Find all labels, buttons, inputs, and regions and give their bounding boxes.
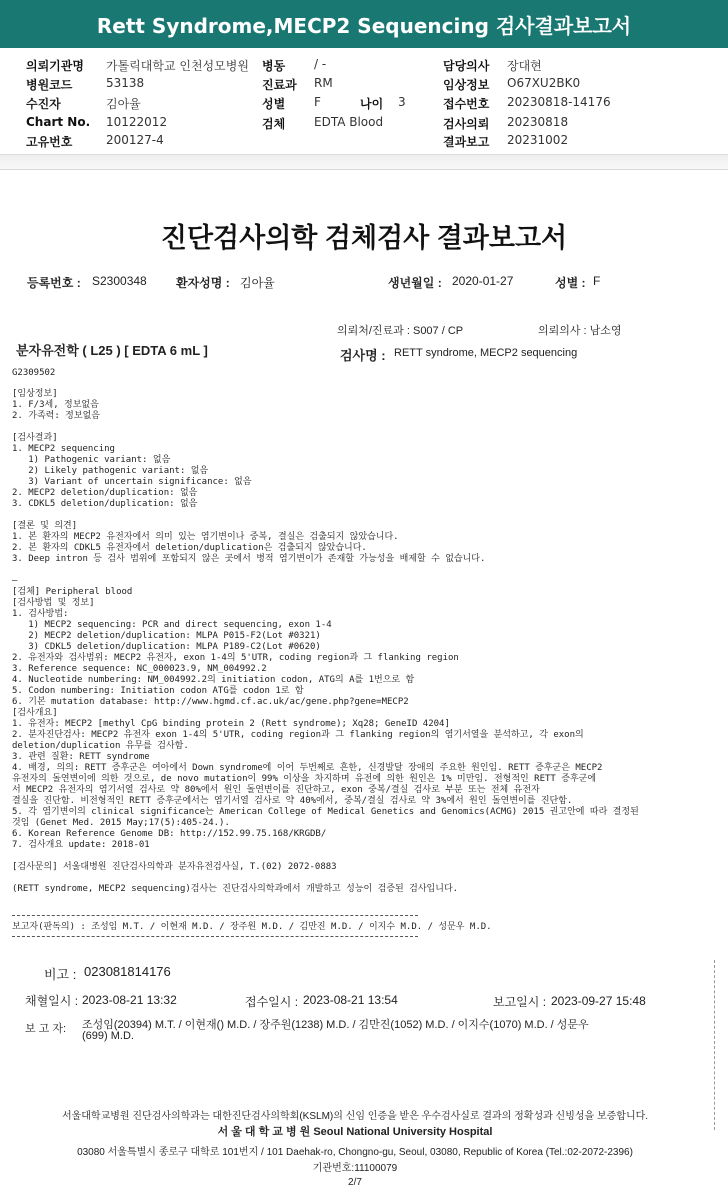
sex-label: 성별 : [555,276,586,290]
report-body-line: — [12,576,18,586]
report-body-line [12,510,712,521]
reg-no-label: 등록번호 : [27,276,81,290]
info-value-patient: 김아율 [106,97,141,111]
report-body-line: 1) Pathogenic variant: 없음 [12,455,171,465]
report-body-line: 3) CDKL5 deletion/duplication: MLPA P189-C2(Lot #0620) [12,642,321,652]
report-body-line [12,873,712,884]
report-body-line: 5. 각 염기변이의 clinical significance는 American College of Medical Genetics and Genomics(ACMG) 2015 권고안에 따라 결정된 [12,807,639,817]
hospital-name-kr: 서 울 대 학 교 병 원 [217,1126,311,1138]
report-body-line: [검사문의] 서울대병원 진단검사의학과 분자유전검사실, T.(02) 2072-0883 [12,862,337,872]
report-title-bar [0,0,728,48]
report-body-line [12,851,712,862]
info-label-unique-no: 고유번호 [26,135,73,149]
report-body-line: 2) MECP2 deletion/duplication: MLPA P015-F2(Lot #0321) [12,631,321,641]
certification-note: 서울대학교병원 진단검사의학과는 대한진단검사의학회(KSLM)의 신임 인증을 받은 우수검사실로 결과의 정확성과 신빙성을 보증합니다. [61,1111,649,1122]
report-body-line: 2. 유전자와 검사범위: MECP2 유전자, exon 1-4의 5'UTR, coding region과 그 flanking region [12,653,459,663]
info-value-sex: F [314,95,321,109]
info-value-ward: / - [314,57,327,71]
report-body-line: 1. 검사방법: [12,609,69,619]
report-body-line: [결론 및 의견] [12,521,78,531]
reporter-line-1: 조성임(20394) M.T. / 이현재() M.D. / 장주원(1238) M.D. / 김만진(1052) M.D. / 이지수(1070) M.D. / 성문우 [82,1019,589,1031]
receive-label: 접수일시 : [245,995,299,1009]
info-value-report-date: 20231002 [507,133,569,147]
section-divider [0,155,728,170]
hospital-name-en: Seoul National University Hospital [313,1126,493,1138]
report-body-line: deletion/duplication 유무를 검사함. [12,741,189,751]
info-value-hospital-code: 53138 [106,76,145,90]
report-body-line [12,422,712,433]
patient-name-label: 환자성명 : [176,276,230,290]
report-body-line: 3) Variant of uncertain significance: 없음 [12,477,252,487]
section-title: 분자유전학 ( L25 ) [ EDTA 6 mL ] [16,343,208,358]
info-label-institution: 의뢰기관명 [26,59,84,73]
info-value-unique-no: 200127-4 [106,133,164,147]
report-body [12,389,712,895]
report-body-line: [검사개요] [12,708,58,718]
report-body-line: 3. Reference sequence: NC_000023.9, NM_004992.2 [12,664,267,674]
report-time-label: 보고일시 : [493,995,547,1009]
report-body-line: 2. 본 환자의 CDKL5 유전자에서 deletion/duplication은 검출되지 않았습니다. [12,543,367,553]
report-body-line: 6. 기본 mutation database: http://www.hgmd.cf.ac.uk/ac/gene.php?gene=MECP2 [12,697,409,707]
collect-label: 채혈일시 : [25,994,79,1008]
report-body-line: 결실을 진단함. 비전형적인 RETT 증후군에서는 염기서열 검사로 약 40%에서, 중복/결실 검사로 약 3%에서 원인 돌연변이를 진단함. [12,796,573,806]
info-label-receipt-no: 접수번호 [443,97,490,111]
report-body-line: 1) MECP2 sequencing: PCR and direct sequencing, exon 1-4 [12,620,332,630]
report-body-line: 5. Codon numbering: Initiation codon ATG를 codon 1로 함 [12,686,304,696]
report-body-line: 3. Deep intron 등 검사 범위에 포함되지 않은 곳에서 병적 염기변이가 존재할 가능성을 배제할 수 없습니다. [12,554,486,564]
info-label-clinical-info: 임상정보 [443,78,490,92]
report-body-line: 3. 관련 질환: RETT syndrome [12,752,150,762]
info-label-age: 나이 [360,97,384,111]
report-body-line: [임상정보] [12,389,58,399]
report-title: Rett Syndrome,MECP2 Sequencing 검사결과보고서 [96,14,632,38]
info-value-age: 3 [398,95,406,109]
remark-label: 비고 : [44,967,77,982]
info-value-department: RM [314,76,333,90]
info-label-sex: 성별 [262,97,286,111]
info-value-specimen: EDTA Blood [314,115,384,129]
report-body-line: 유전자의 돌연변이에 의한 것으로, de novo mutation이 99% 이상을 차지하며 유전에 의한 원인은 1% 미만임. 전형적인 RETT 증후군에 [12,774,597,784]
dob-label: 생년월일 : [388,276,442,290]
info-label-specimen: 검체 [262,117,286,131]
reporter-label: 보 고 자: [25,1023,67,1035]
report-body-line: 7. 검사개요 update: 2018-01 [12,840,150,850]
sex-value: F [593,274,601,288]
report-time-value: 2023-09-27 15:48 [551,994,646,1008]
info-value-request-date: 20230818 [507,115,569,129]
patient-info-panel [0,48,728,155]
test-name-value: RETT syndrome, MECP2 sequencing [394,347,578,359]
collect-value: 2023-08-21 13:32 [82,993,177,1007]
divider-line [12,915,418,916]
report-body-line: 4. 배경, 의의: RETT 증후군은 여아에서 Down syndrome에 이어 두번째로 흔한, 신경발달 장애의 주요한 원인임. RETT 증후군은 MECP2 [12,763,603,773]
info-label-department: 진료과 [262,78,297,92]
dob-value: 2020-01-27 [452,274,514,288]
report-body-line: 1. F/3세, 정보없음 [12,400,99,410]
info-label-hospital-code: 병원코드 [26,78,73,92]
report-body-line [12,565,712,576]
report-body-line: 2. 분자진단검사: MECP2 유전자 exon 1-4의 5'UTR, coding region과 그 flanking region의 염기서열을 분석하고, 각 exon의 [12,730,584,740]
info-value-institution: 가톨릭대학교 인천성모병원 [106,59,249,73]
test-name-label: 검사명 : [340,348,386,363]
report-body-line: 2) Likely pathogenic variant: 없음 [12,466,209,476]
report-body-line: 1. 유전자: MECP2 [methyl CpG binding protein 2 (Rett syndrome); Xq28; GeneID 4204] [12,719,450,729]
specimen-code: G2309502 [12,368,56,378]
report-body-line: 2. MECP2 deletion/duplication: 없음 [12,488,198,498]
info-value-receipt-no: 20230818-14176 [507,95,611,109]
report-body-line: 3. CDKL5 deletion/duplication: 없음 [12,499,198,509]
reporter-line-2: (699) M.D. [82,1030,134,1042]
info-value-physician: 장대현 [507,59,542,73]
requesting-dept: 의뢰처/진료과 : S007 / CP [337,325,464,337]
receive-value: 2023-08-21 13:54 [303,993,398,1007]
patient-name-value: 김아율 [240,276,275,290]
scan-margin-mark [714,960,715,1130]
report-body-line: [검사방법 및 정보] [12,598,95,608]
info-label-patient: 수진자 [26,97,61,111]
info-label-request-date: 검사의뢰 [443,117,490,131]
report-body-line: 6. Korean Reference Genome DB: http://152.99.75.168/KRGDB/ [12,829,327,839]
report-body-line: 서 MECP2 유전자의 염기서열 검사로 약 80%에서 원인 돌연변이를 진단하고, exon 중복/결실 검사로 부분 또는 전체 유전자 [12,785,540,795]
report-body-line: 1. MECP2 sequencing [12,444,115,454]
report-body-line: 것임 (Genet Med. 2015 May;17(5):405-24.). [12,818,230,828]
scanned-report-page [0,170,728,1201]
info-label-report-date: 결과보고 [443,135,490,149]
report-body-line: (RETT syndrome, MECP2 sequencing)검사는 진단검사의학과에서 개발하고 성능이 검증된 검사입니다. [12,884,459,894]
hospital-address: 03080 서울특별시 종로구 대학로 101번지 / 101 Daehak-ro, Chongno-gu, Seoul, 03080, Republic of Korea (Tel.:02-2072-2396) [77,1147,633,1158]
divider-line [12,936,418,937]
info-label-physician: 담당의사 [443,59,490,73]
hospital-name [0,1123,710,1139]
reporters-line: 보고자(판독의) : 조성임 M.T. / 이현재 M.D. / 장주원 M.D. / 김만진 M.D. / 이지수 M.D. / 성문우 M.D. [12,922,492,932]
info-value-chart-no: 10122012 [106,115,168,129]
report-body-line: [검체] Peripheral blood [12,587,133,597]
requesting-doctor: 의뢰의사 : 남소영 [538,325,622,337]
info-label-chart-no: Chart No. [26,115,91,129]
report-body-line: 4. Nucleotide numbering: NM_004992.2의 initiation codon, ATG의 A를 1번으로 함 [12,675,415,685]
report-main-title: 진단검사의학 검체검사 결과보고서 [160,223,568,253]
info-value-clinical-info: O67XU2BK0 [507,76,581,90]
info-label-ward: 병동 [262,59,286,73]
institution-number: 기관번호:11100079 [312,1163,398,1174]
report-body-line: 1. 본 환자의 MECP2 유전자에서 의미 있는 염기변이나 중복, 결실은 검출되지 않았습니다. [12,532,399,542]
reg-no-value: S2300348 [92,274,147,288]
remark-value: 023081814176 [84,964,171,979]
page-number: 2/7 [348,1177,362,1188]
report-body-line: [검사결과] [12,433,58,443]
report-body-line: 2. 가족력: 정보없음 [12,411,100,421]
